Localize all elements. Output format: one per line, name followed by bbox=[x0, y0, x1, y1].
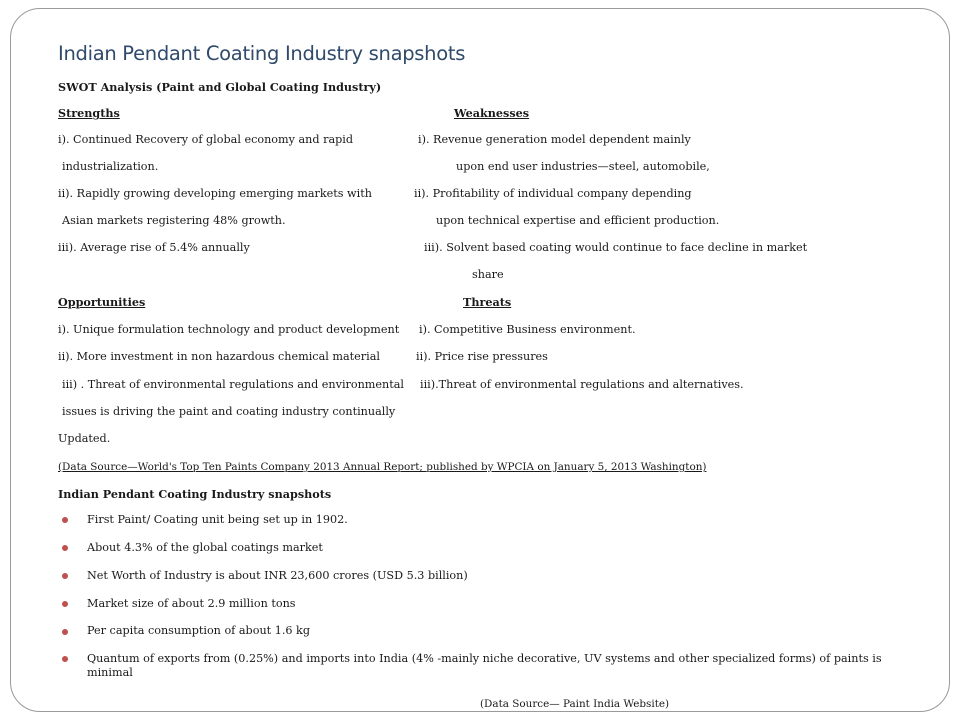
opportunity-line: i). Unique formulation technology and product development bbox=[58, 323, 400, 336]
swot-heading: SWOT Analysis (Paint and Global Coating Industry) bbox=[58, 80, 382, 94]
weakness-line: ii). Profitability of individual company depending bbox=[414, 187, 692, 200]
strength-line: i). Continued Recovery of global economy and rapid bbox=[58, 133, 354, 146]
opportunity-line: iii) . Threat of environmental regulations and environmental bbox=[62, 378, 404, 391]
bullet-dot bbox=[62, 545, 68, 551]
snapshots-source: (Data Source— Paint India Website) bbox=[480, 698, 670, 710]
opportunities-label: Opportunities bbox=[58, 295, 146, 309]
weakness-line: share bbox=[472, 268, 504, 281]
page-title: Indian Pendant Coating Industry snapshots bbox=[58, 42, 466, 65]
snapshot-bullet: Quantum of exports from (0.25%) and imports into India (4% -mainly niche decorative, UV systems and other specialized forms) of paints is minimal bbox=[87, 652, 882, 679]
opportunity-line: issues is driving the paint and coating industry continually bbox=[62, 405, 396, 418]
snapshot-bullet: Per capita consumption of about 1.6 kg bbox=[87, 624, 310, 637]
snapshot-bullet: Market size of about 2.9 million tons bbox=[87, 597, 296, 610]
weakness-line: upon end user industries—steel, automobile, bbox=[456, 160, 710, 173]
bullet-dot bbox=[62, 517, 68, 523]
weaknesses-label: Weaknesses bbox=[454, 106, 530, 120]
bullet-dot bbox=[62, 601, 68, 607]
threat-line: iii).Threat of environmental regulations and alternatives. bbox=[420, 378, 744, 391]
strength-line: ii). Rapidly growing developing emerging markets with bbox=[58, 187, 372, 200]
weakness-line: iii). Solvent based coating would continue to face decline in market bbox=[424, 241, 808, 254]
snapshot-bullet: About 4.3% of the global coatings market bbox=[87, 541, 323, 554]
bullet-dot bbox=[62, 629, 68, 635]
strengths-label: Strengths bbox=[58, 106, 120, 120]
swot-source: (Data Source—World's Top Ten Paints Company 2013 Annual Report; published by WPCIA on January 5, 2013 Washington) bbox=[58, 461, 707, 473]
threats-label: Threats bbox=[463, 295, 512, 309]
snapshots-heading: Indian Pendant Coating Industry snapshots bbox=[58, 487, 332, 501]
threat-line: i). Competitive Business environment. bbox=[419, 323, 636, 336]
snapshot-bullet: First Paint/ Coating unit being set up in 1902. bbox=[87, 513, 348, 526]
threat-line: ii). Price rise pressures bbox=[416, 350, 548, 363]
strength-line: iii). Average rise of 5.4% annually bbox=[58, 241, 250, 254]
weakness-line: i). Revenue generation model dependent mainly bbox=[418, 133, 691, 146]
opportunity-line: Updated. bbox=[58, 432, 111, 445]
weakness-line: upon technical expertise and efficient production. bbox=[436, 214, 720, 227]
bullet-dot bbox=[62, 656, 68, 662]
bullet-dot bbox=[62, 573, 68, 579]
snapshot-bullet: Net Worth of Industry is about INR 23,600 crores (USD 5.3 billion) bbox=[87, 569, 468, 582]
strength-line: industrialization. bbox=[62, 160, 159, 173]
strength-line: Asian markets registering 48% growth. bbox=[62, 214, 286, 227]
opportunity-line: ii). More investment in non hazardous chemical material bbox=[58, 350, 380, 363]
